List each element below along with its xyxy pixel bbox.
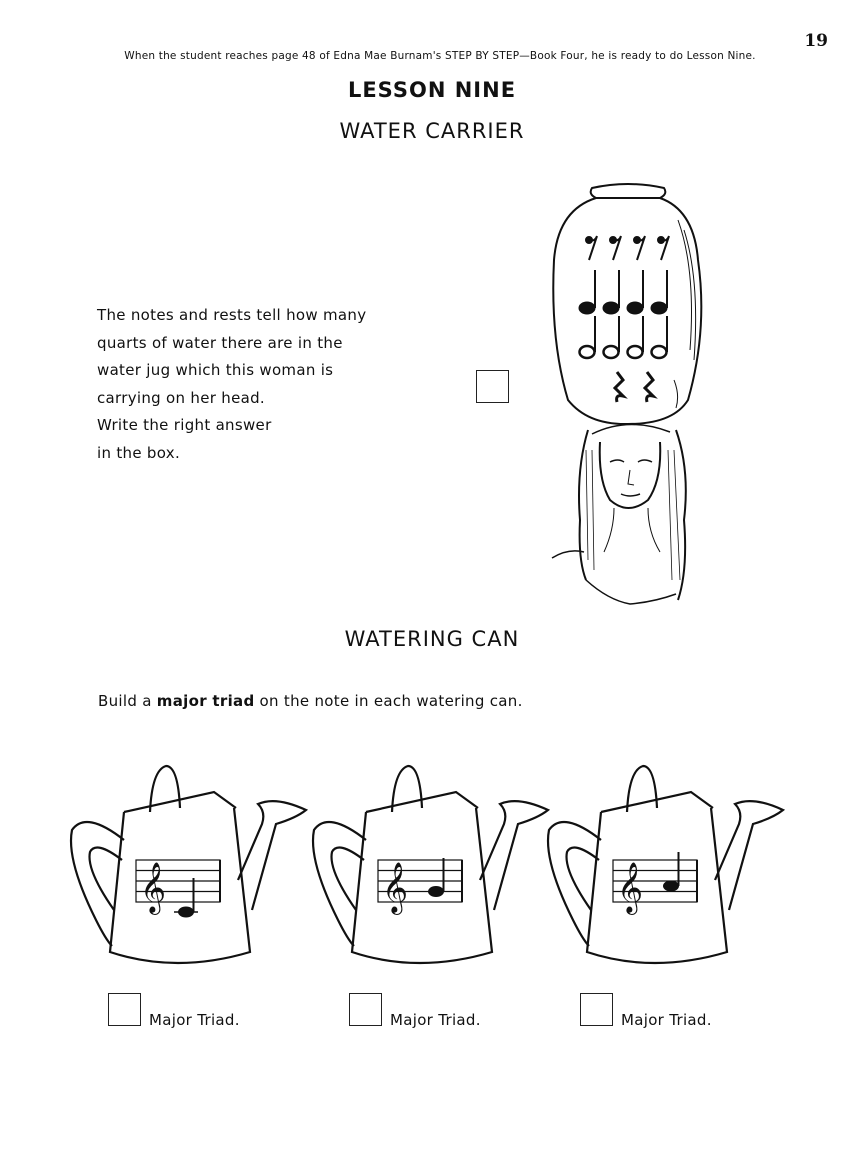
- instruction-prefix: Build a: [98, 692, 157, 710]
- watering-can-1: [66, 760, 311, 975]
- instruction-line: The notes and rests tell how many: [97, 306, 367, 324]
- instruction-line: quarts of water there are in the: [97, 333, 343, 352]
- quarter-note-icon: [579, 270, 595, 314]
- watering-can-3: [543, 760, 788, 975]
- water-jug-answer-box[interactable]: [476, 370, 509, 403]
- quarter-rest-icon: [615, 372, 623, 402]
- half-note-icon: [652, 316, 668, 358]
- eighth-rest-icon: [634, 236, 646, 260]
- half-note-icon: [604, 316, 620, 358]
- instruction-bold: major triad: [156, 692, 255, 710]
- triad-label-1: Major Triad.: [149, 1011, 240, 1029]
- instruction-line: Write the right answer: [97, 416, 272, 434]
- watering-can-title: WATERING CAN: [344, 627, 520, 651]
- watering-can-instruction: [98, 692, 523, 710]
- treble-clef-icon: 𝄞: [140, 862, 167, 913]
- watering-can-2: [308, 760, 553, 975]
- jug-symbols: [575, 230, 685, 410]
- half-note-icon: [580, 316, 596, 358]
- water-carrier-instructions: [97, 302, 387, 467]
- treble-clef-icon: 𝄞: [617, 862, 644, 913]
- triad-answer-box-1[interactable]: [108, 993, 141, 1026]
- triad-label-3: Major Triad.: [621, 1011, 712, 1029]
- eighth-rest-icon: [610, 236, 622, 260]
- quarter-note-icon: [603, 270, 619, 314]
- face-outline: [600, 442, 661, 508]
- instruction-suffix: on the note in each watering can.: [254, 692, 523, 710]
- water-carrier-title: WATER CARRIER: [339, 119, 525, 143]
- instruction-line: in the box.: [97, 443, 181, 462]
- eighth-rest-icon: [658, 236, 670, 260]
- page-number: 19: [804, 31, 828, 51]
- quarter-rest-icon: [645, 372, 653, 402]
- quarter-note-icon: [627, 270, 643, 314]
- instruction-line: water jug which this woman is: [97, 361, 334, 379]
- triad-answer-box-2[interactable]: [349, 993, 382, 1026]
- treble-clef-icon: 𝄞: [382, 862, 409, 913]
- intro-line: When the student reaches page 48 of Edna Mae Burnam's STEP BY STEP—Book Four, he is ready to do Lesson Nine.: [124, 50, 756, 62]
- eighth-rest-icon: [586, 236, 598, 260]
- instruction-line: carrying on her head.: [97, 388, 265, 407]
- triad-answer-box-3[interactable]: [580, 993, 613, 1026]
- quarter-note-icon: [651, 270, 667, 314]
- jug-rim: [591, 184, 666, 198]
- half-note-icon: [628, 316, 644, 358]
- triad-label-2: Major Triad.: [390, 1011, 481, 1029]
- lesson-title: LESSON NINE: [347, 78, 517, 102]
